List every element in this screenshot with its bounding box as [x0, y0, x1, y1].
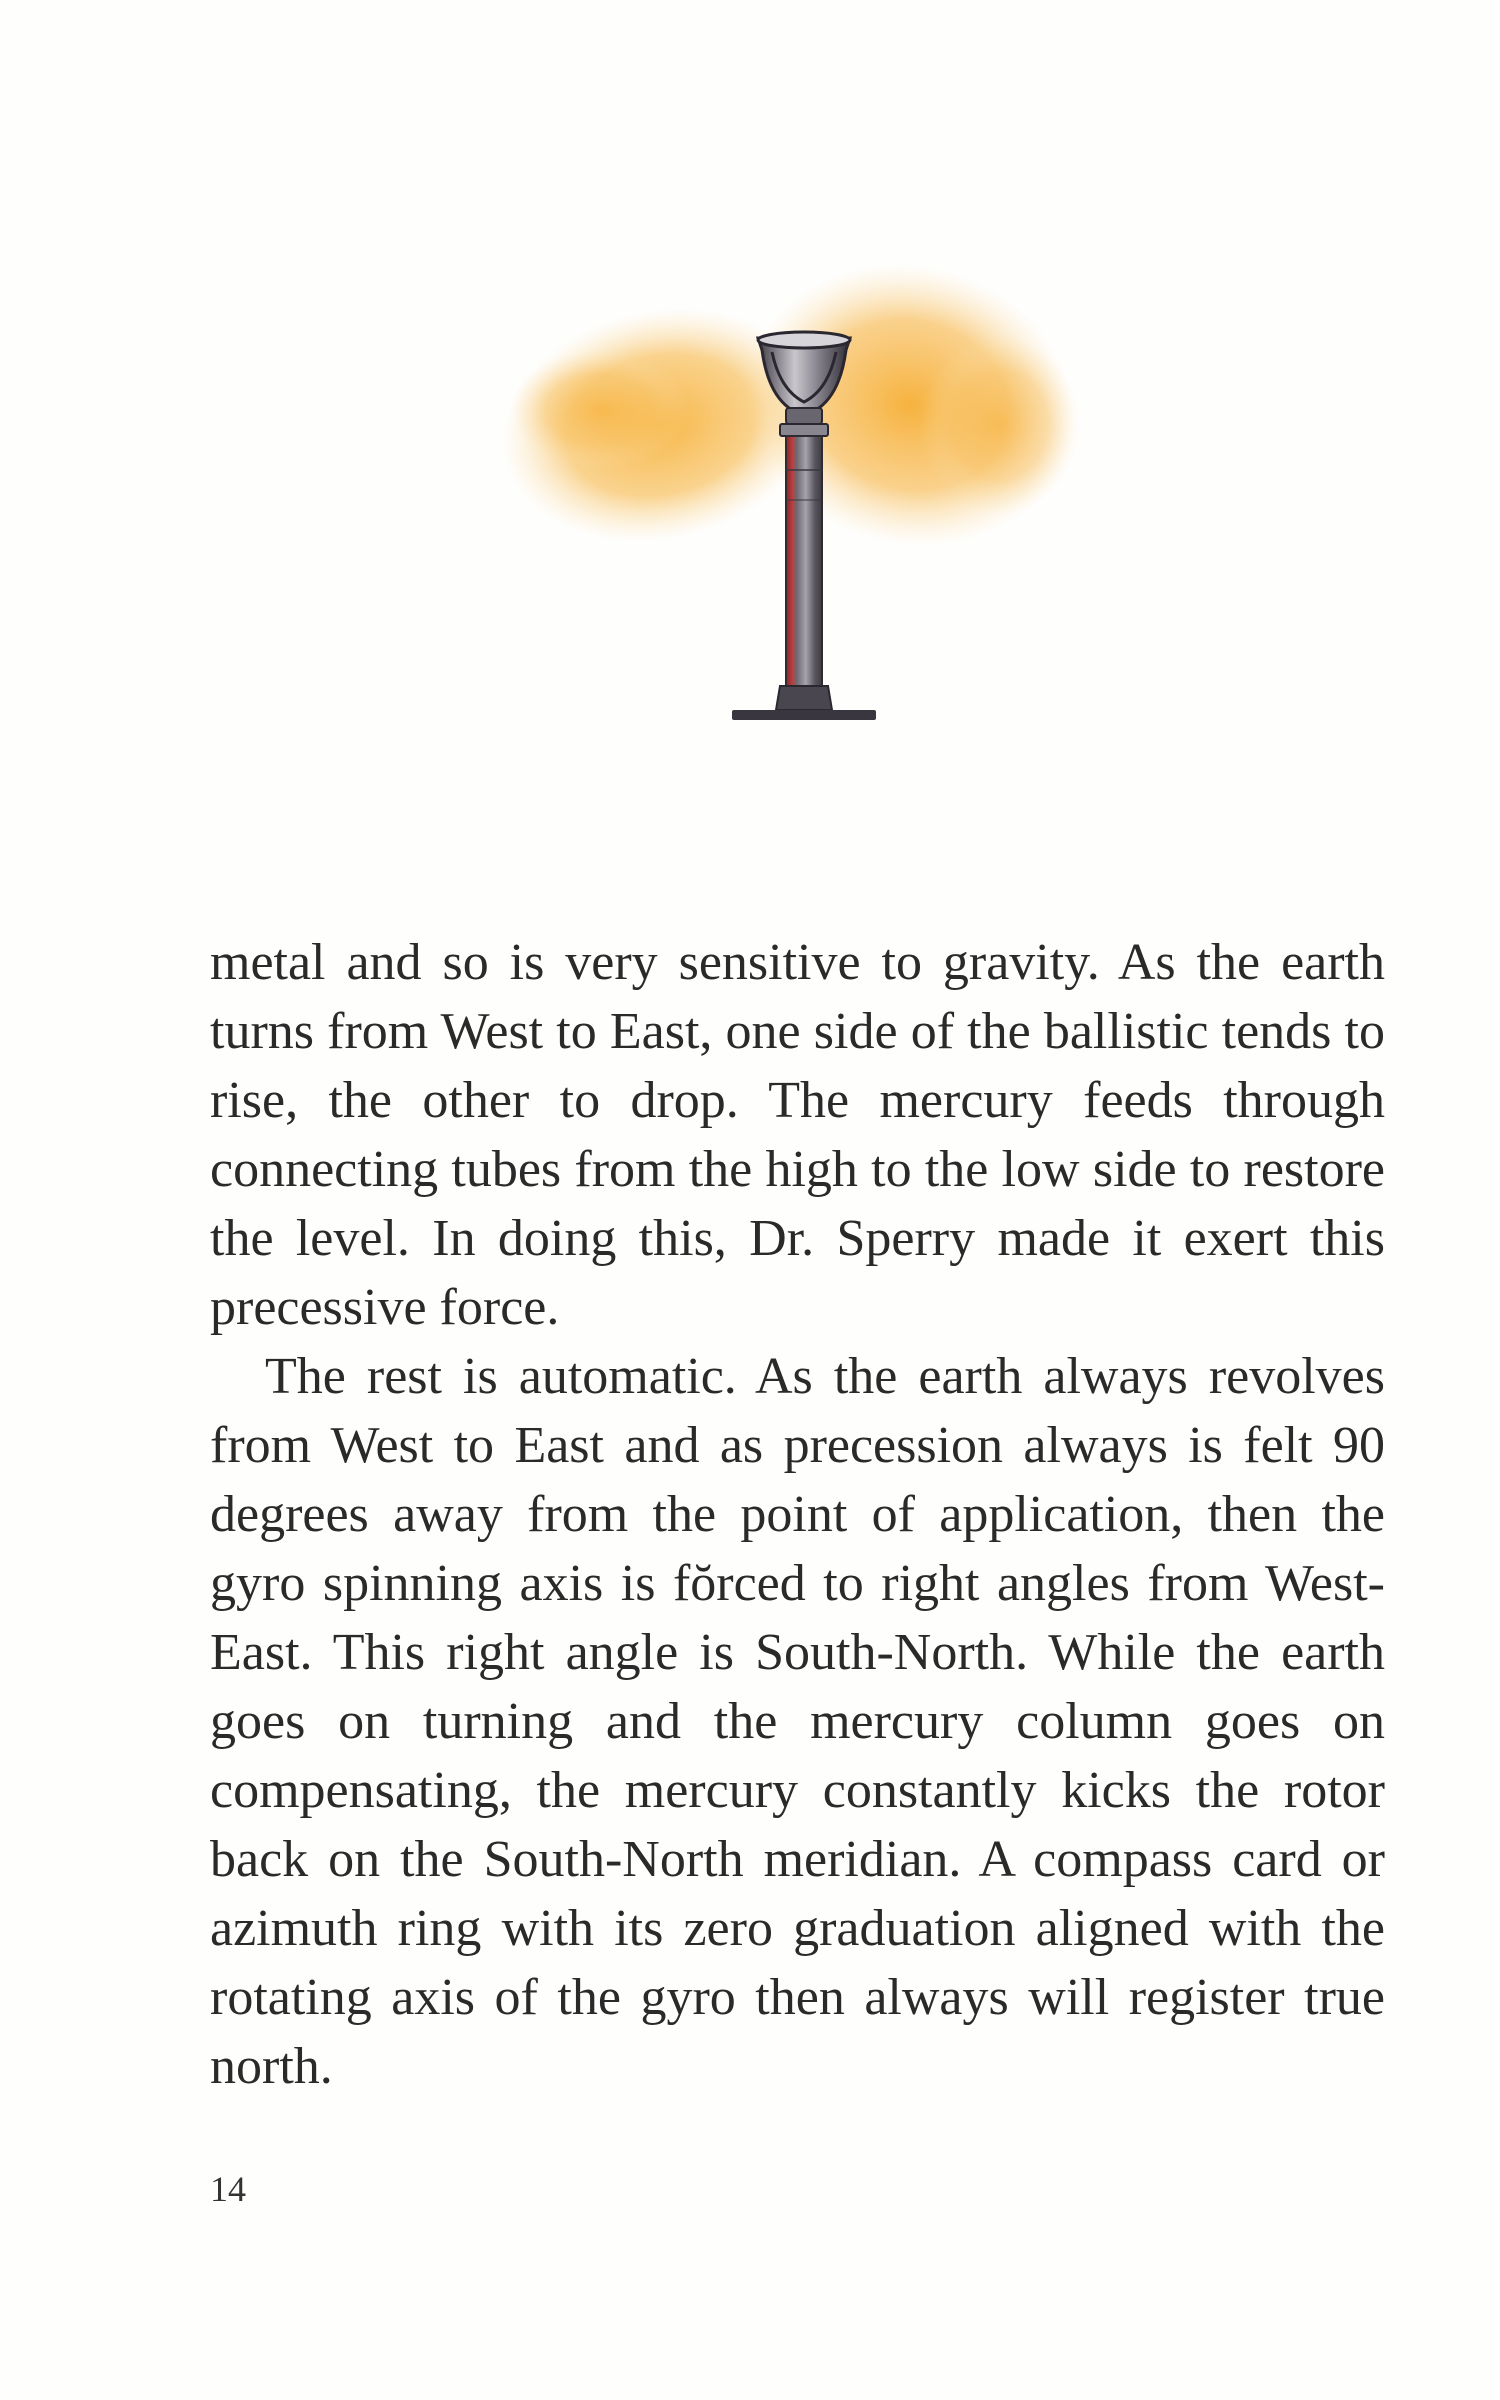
paragraph-2: The rest is automatic. As the earth always revolves from West to East and as precession always is felt 90 degrees away from the point of application, then the gyro spinning axis is fŏrced to right angles from West-East. This right angle is South-North. While the earth goes on turning and the mercury column goes on compensating, the mercury constantly kicks the rotor back on the South-North meridian. A compass card or azimuth ring with its zero graduation aligned with the rotating axis of the gyro then always will register true north.	[210, 1348, 1385, 2095]
gyro-compass-ballistic-pillar-icon	[480, 240, 1130, 760]
paragraph-1: metal and so is very sensitive to gravity. As the earth turns from West to East, one side of the ballistic tends to rise, the other to drop. The mercury feeds through connecting tubes from the high to the low side to restore the level. In doing this, Dr. Sperry made it exert this precessive force.	[210, 934, 1385, 1336]
page-number: 14	[210, 2169, 246, 2209]
body-text	[210, 928, 1385, 2101]
